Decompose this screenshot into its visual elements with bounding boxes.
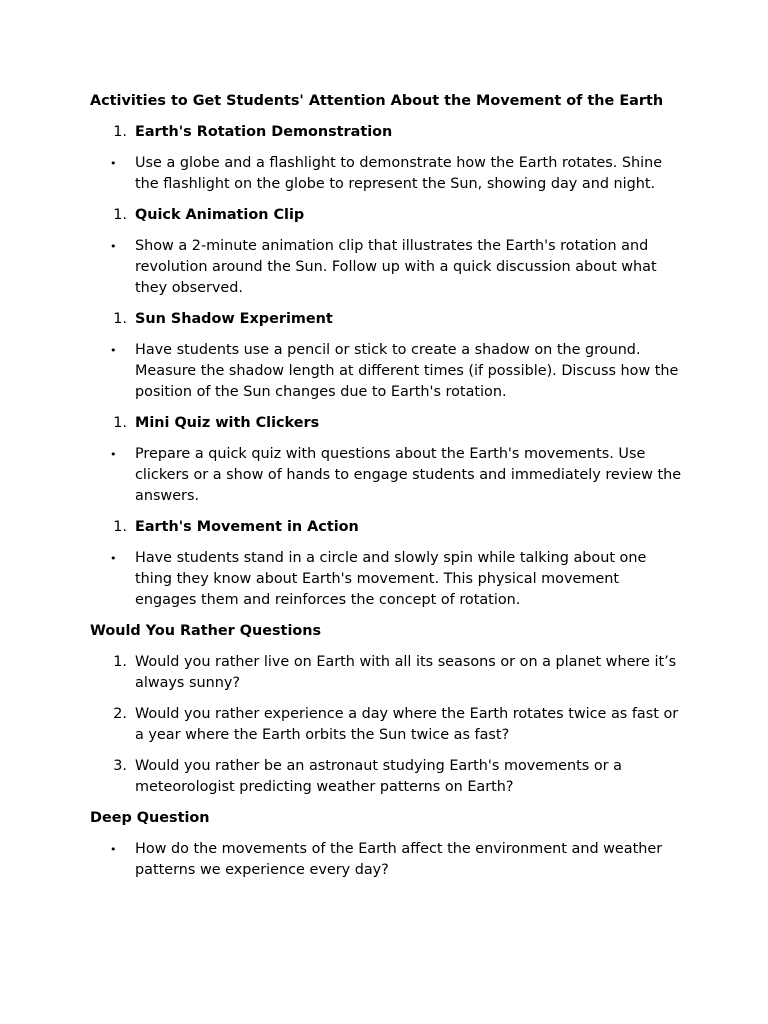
list-number: 3. bbox=[113, 758, 127, 774]
list-number: 1. bbox=[113, 654, 127, 670]
question-text: Would you rather be an astronaut studying Earth's movements or a meteorologist predicting weather patterns on Earth? bbox=[135, 758, 622, 795]
list-item bbox=[90, 756, 682, 798]
section-heading-deep-question: Deep Question bbox=[90, 810, 210, 826]
activity-heading bbox=[90, 413, 682, 434]
list-number: 1. bbox=[113, 415, 127, 431]
activity-description-text: Show a 2-minute animation clip that illustrates the Earth's rotation and revolution around the Sun. Follow up with a quick discussion about what they observed. bbox=[135, 238, 657, 296]
activity-description bbox=[90, 340, 682, 403]
activity-description bbox=[90, 444, 682, 507]
activity-name: Mini Quiz with Clickers bbox=[135, 415, 320, 431]
document-title: Activities to Get Students' Attention About the Movement of the Earth bbox=[90, 93, 664, 109]
bullet-icon: • bbox=[110, 344, 117, 357]
activity-description-text: Use a globe and a flashlight to demonstrate how the Earth rotates. Shine the flashlight on the globe to represent the Sun, showing day and night. bbox=[135, 155, 663, 192]
document-page bbox=[90, 91, 682, 891]
question-text: Would you rather experience a day where the Earth rotates twice as fast or a year where the Earth orbits the Sun twice as fast? bbox=[135, 706, 679, 743]
activity-heading bbox=[90, 205, 682, 226]
activity-name: Earth's Rotation Demonstration bbox=[135, 124, 393, 140]
activity-description-text: Prepare a quick quiz with questions about the Earth's movements. Use clickers or a show of hands to engage students and immediately review the answers. bbox=[135, 446, 682, 504]
activity-heading bbox=[90, 122, 682, 143]
list-item bbox=[90, 704, 682, 746]
question-text: Would you rather live on Earth with all its seasons or on a planet where it’s always sunny? bbox=[135, 654, 677, 691]
section-heading-would-you-rather: Would You Rather Questions bbox=[90, 623, 322, 639]
list-number: 1. bbox=[113, 519, 127, 535]
activity-heading bbox=[90, 517, 682, 538]
activity-description bbox=[90, 548, 682, 611]
activity-description bbox=[90, 153, 682, 195]
bullet-icon: • bbox=[110, 157, 117, 170]
bullet-icon: • bbox=[110, 240, 117, 253]
list-number: 2. bbox=[113, 706, 127, 722]
list-item bbox=[90, 839, 682, 881]
activity-heading bbox=[90, 309, 682, 330]
bullet-icon: • bbox=[110, 552, 117, 565]
list-number: 1. bbox=[113, 124, 127, 140]
activity-name: Quick Animation Clip bbox=[135, 207, 305, 223]
deep-question-text: How do the movements of the Earth affect the environment and weather patterns we experience every day? bbox=[135, 841, 663, 878]
bullet-icon: • bbox=[110, 448, 117, 461]
list-number: 1. bbox=[113, 311, 127, 327]
activity-description-text: Have students stand in a circle and slowly spin while talking about one thing they know about Earth's movement. This physical movement engages them and reinforces the concept of rotation. bbox=[135, 550, 647, 608]
bullet-icon: • bbox=[110, 843, 117, 856]
list-number: 1. bbox=[113, 207, 127, 223]
activity-description bbox=[90, 236, 682, 299]
list-item bbox=[90, 652, 682, 694]
activity-description-text: Have students use a pencil or stick to create a shadow on the ground. Measure the shadow length at different times (if possible). Discuss how the position of the Sun changes due to Earth's rotation. bbox=[135, 342, 679, 400]
activity-name: Earth's Movement in Action bbox=[135, 519, 359, 535]
activity-name: Sun Shadow Experiment bbox=[135, 311, 333, 327]
